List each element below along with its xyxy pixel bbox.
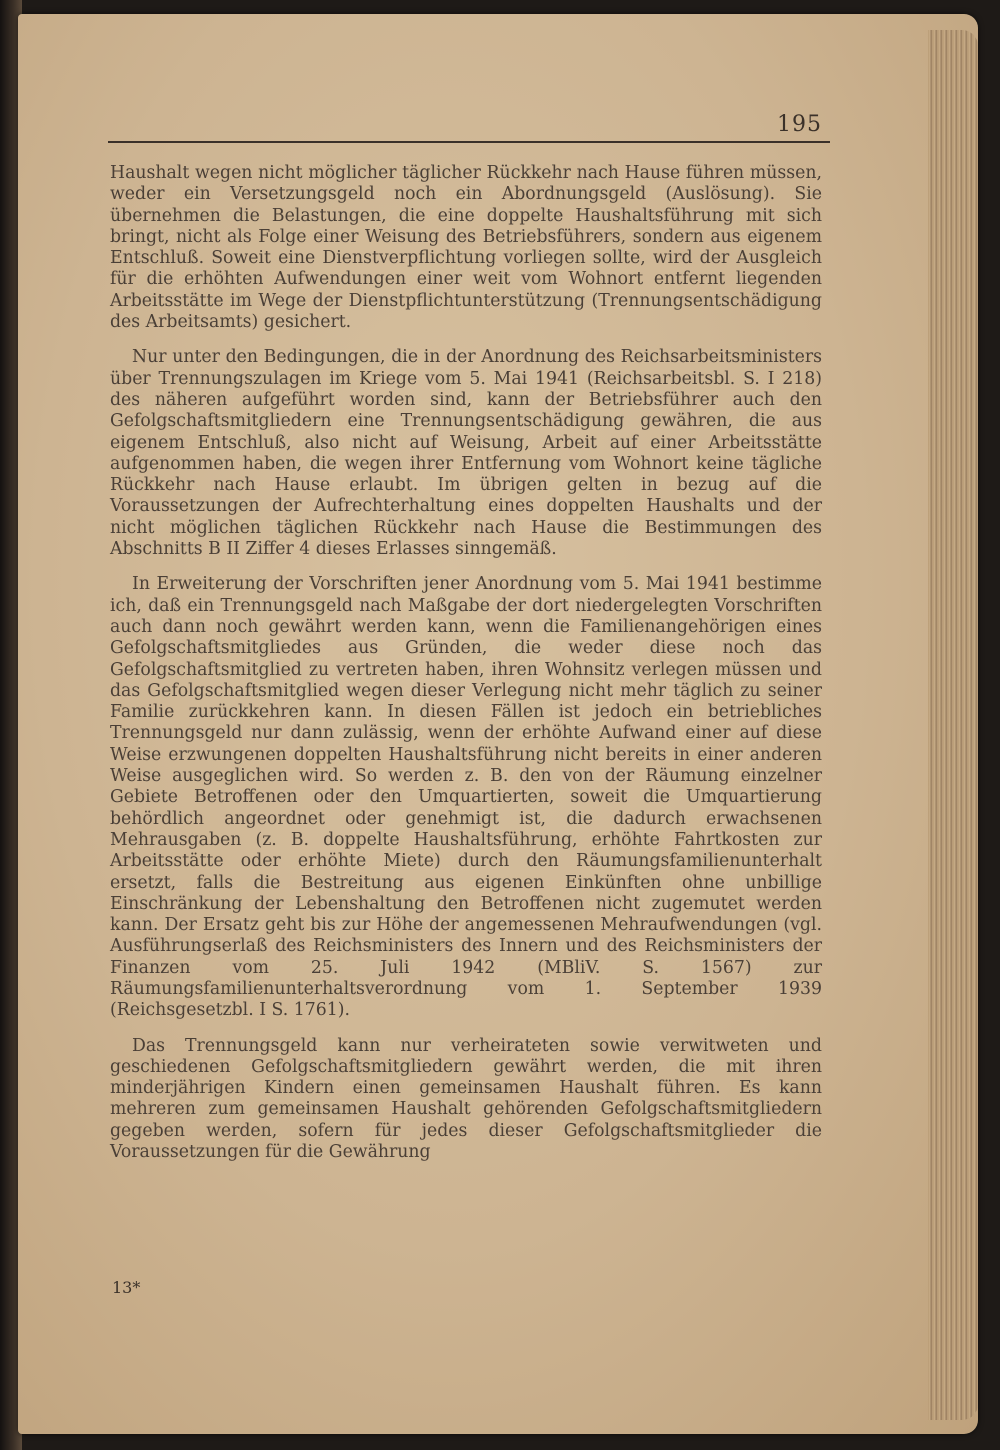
page-stack-edges	[928, 30, 978, 1420]
paragraph: Nur unter den Bedingungen, die in der Anordnung des Reichsarbeitsministers über Trennungszulagen im Kriege vom 5. Mai 1941 (Reichsarbeitsbl. S. I 218) des näheren aufgeführt worden sind, kann der Betriebsführer auch den Gefolgschaftsmitgliedern eine Trennungsentschädigung gewähren, die aus eigenem Entschluß, also nicht auf Weisung, Arbeit auf einer Arbeitsstätte aufgenommen haben, die wegen ihrer Entfernung vom Wohnort keine tägliche Rückkehr nach Hause erlaubt. Im übrigen gelten in bezug auf die Voraussetzungen der Aufrechterhaltung eines doppelten Haushalts und der nicht möglichen täglichen Rückkehr nach Hause die Bestimmungen des Abschnitts B II Ziffer 4 dieses Erlasses sinngemäß.	[110, 347, 822, 560]
paragraph: Haushalt wegen nicht möglicher täglicher Rückkehr nach Hause führen müssen, weder ein Versetzungsgeld noch ein Abordnungsgeld (Auslösung). Sie übernehmen die Belastungen, die eine doppelte Haushaltsführung mit sich bringt, nicht als Folge einer Weisung des Betriebsführers, sondern aus eigenem Entschluß. Soweit eine Dienstverpflichtung vorliegen sollte, wird der Ausgleich für die erhöhten Aufwendungen einer weit vom Wohnort entfernt liegenden Arbeitsstätte im Wege der Dienstpflichtunterstützung (Trennungsentschädigung des Arbeitsamts) gesichert.	[110, 163, 822, 333]
paragraph: Das Trennungsgeld kann nur verheirateten sowie verwitweten und geschiedenen Gefolgschaftsmitgliedern gewährt werden, die mit ihren minderjährigen Kindern einen gemeinsamen Haushalt führen. Es kann mehreren zum gemeinsamen Haushalt gehörenden Gefolgschaftsmitgliedern gegeben werden, sofern für jedes dieser Gefolgschaftsmitglieder die Voraussetzungen für die Gewährung	[110, 1035, 822, 1163]
header-rule	[108, 141, 830, 143]
paragraph: In Erweiterung der Vorschriften jener Anordnung vom 5. Mai 1941 bestimme ich, daß ein Trennungsgeld nach Maßgabe der dort niedergelegten Vorschriften auch dann noch gewährt werden kann, wenn die Familienangehörigen eines Gefolgschaftsmitgliedes aus Gründen, die weder diese noch das Gefolgschaftsmitglied zu vertreten haben, ihren Wohnsitz verlegen müssen und das Gefolgschaftsmitglied wegen dieser Verlegung nicht mehr täglich zu seiner Familie zurückkehren kann. In diesen Fällen ist jedoch ein betriebliches Trennungsgeld nur dann zulässig, wenn der erhöhte Aufwand einer auf diese Weise erzwungenen doppelten Haushaltsführung nicht bereits in einer anderen Weise ausgeglichen wird. So werden z. B. den von der Räumung einzelner Gebiete Betroffenen oder den Umquartierten, soweit die Umquartierung behördlich angeordnet oder genehmigt ist, die dadurch erwachsenen Mehrausgaben (z. B. doppelte Haushaltsführung, erhöhte Fahrtkosten zur Arbeitsstätte oder erhöhte Miete) durch den Räumungsfamilienunterhalt ersetzt, falls die Bestreitung aus eigenen Einkünften ohne unbillige Einschränkung der Lebenshaltung den Betroffenen nicht zugemutet werden kann. Der Ersatz geht bis zur Höhe der angemessenen Mehraufwendungen (vgl. Ausführungserlaß des Reichsministers des Innern und des Reichsministers der Finanzen vom 25. Juli 1942 (MBliV. S. 1567) zur Räumungsfamilienunterhaltsverordnung vom 1. September 1939 (Reichsgesetzbl. I S. 1761).	[110, 574, 822, 1021]
page-number: 195	[777, 112, 822, 137]
body-text	[110, 163, 822, 1177]
signature-mark: 13*	[112, 1278, 141, 1297]
